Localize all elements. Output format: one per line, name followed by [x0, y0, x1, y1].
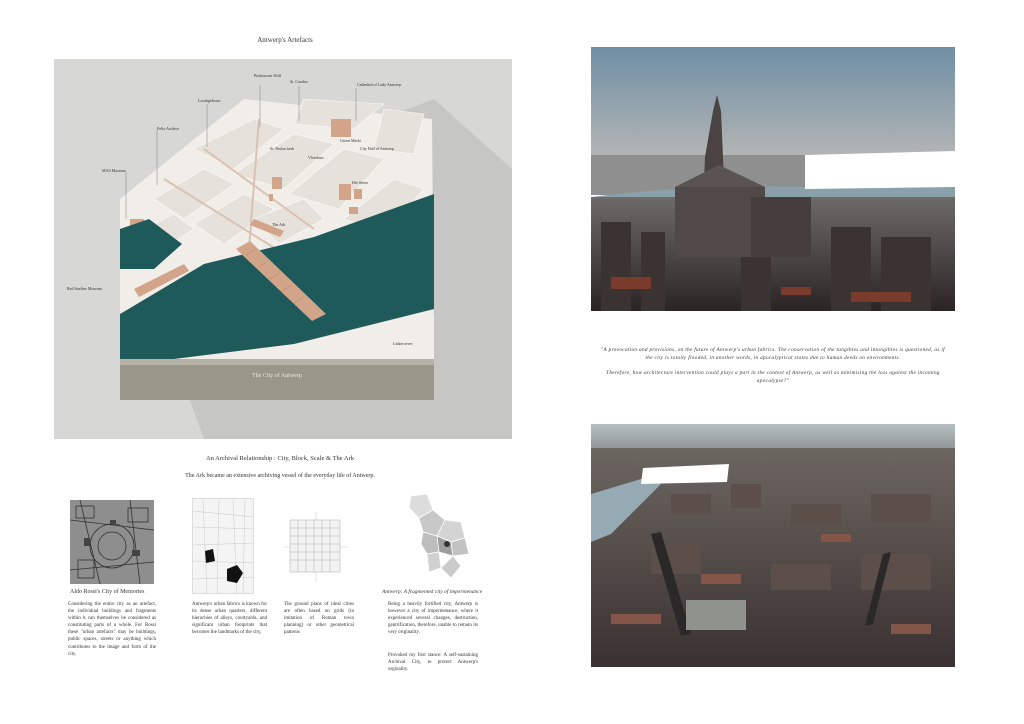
rossi-title: Aldo Rossi's City of Memories — [70, 589, 145, 595]
label-cathedral: Cathedral of Lady Antwerp — [357, 82, 401, 87]
cathedral-aerial-photo — [591, 47, 955, 311]
urban-fabric-text: Antwerp's urban fabrics is known for its dense urban quarters, different hierachies of alleys, courtyards, and significant urban footprints that becomes the landmarks of the city, — [192, 602, 267, 636]
label-mas-museum: MAS Museum — [102, 168, 126, 173]
map-title: Antwerp's Artefacts — [257, 36, 313, 44]
label-loodsgebouw: Loodsgebouw — [198, 98, 221, 103]
axonometric-map — [54, 59, 512, 439]
label-red-starline: Red Starline Museum — [67, 286, 102, 291]
city-aerial-photo — [591, 424, 955, 667]
map-drawing — [54, 59, 512, 439]
provocation-quote — [598, 346, 948, 385]
label-brabo: Brabosoont Wall — [254, 73, 281, 78]
ideal-city-text: The ground plans of ideal cities are often based on grids (in imitation of Roman town planning) or other geometrical patterns — [284, 602, 354, 636]
rossi-text: Considering the entire city as an artefact, the individual buildings and fragments within it can themselves be considered as constituting parts of a whole. For Rossi these "urban artefacts" may be buildings, public spaces, streets or anything which contributes to the image and form of the city. — [68, 602, 156, 657]
quote-paragraph-1: "A provocation and provisions, on the future of Antwerp's urban fabrics. The conservation of the tangibles and intangibles is questioned, as if the city is totally flooded, in another words, in apocalyptical states due to human deeds on environments. — [601, 347, 945, 362]
label-st-carolus: St. Carolus — [290, 79, 308, 84]
label-city-hall: City Hall of Antwerp — [360, 146, 394, 151]
ideal-city-grid-image — [284, 512, 348, 582]
label-het-steen: Het Steen — [352, 180, 368, 185]
label-the-ark: The Ark — [272, 222, 286, 227]
urban-fabric-image — [192, 498, 254, 594]
fragmented-text: Being a heavily fortified city, Antwerp is however a city of impermenance, where it experienced several changes, destruction, gentrification, therefore, unable to remain its very originality. — [388, 602, 478, 636]
fragmented-text-2: Provoked my first stance: A self-sustaining Archival City, to protect Antwerp's orginality. — [388, 653, 478, 673]
label-st-paulus: St. Paulus kerk — [270, 146, 295, 151]
fragmented-title: Antwerp: A fragmented city of impermenance — [382, 589, 483, 595]
section-subtitle: The Ark became an extensive archiving vessel of the everyday life of Antwerp. — [185, 473, 375, 479]
label-vleeshuis: Vleeshuis — [308, 155, 324, 160]
map-caption: The City of Antwerp — [252, 373, 302, 379]
label-felix-archive: Felix Archive — [157, 126, 179, 131]
section-title: An Archival Relationship : City, Block, Scale & The Ark — [205, 455, 355, 462]
label-green-market: Groen Markt — [340, 138, 361, 143]
fragmented-city-image — [405, 492, 471, 582]
label-linkeroever: Linkeroever — [393, 341, 413, 346]
quote-paragraph-2: Therefore, how architecture intervention could plays a part in the context of Antwerp, as well as minimising the loss against the incoming apocalypse?" — [606, 370, 940, 385]
rossi-plan-image — [70, 500, 154, 584]
